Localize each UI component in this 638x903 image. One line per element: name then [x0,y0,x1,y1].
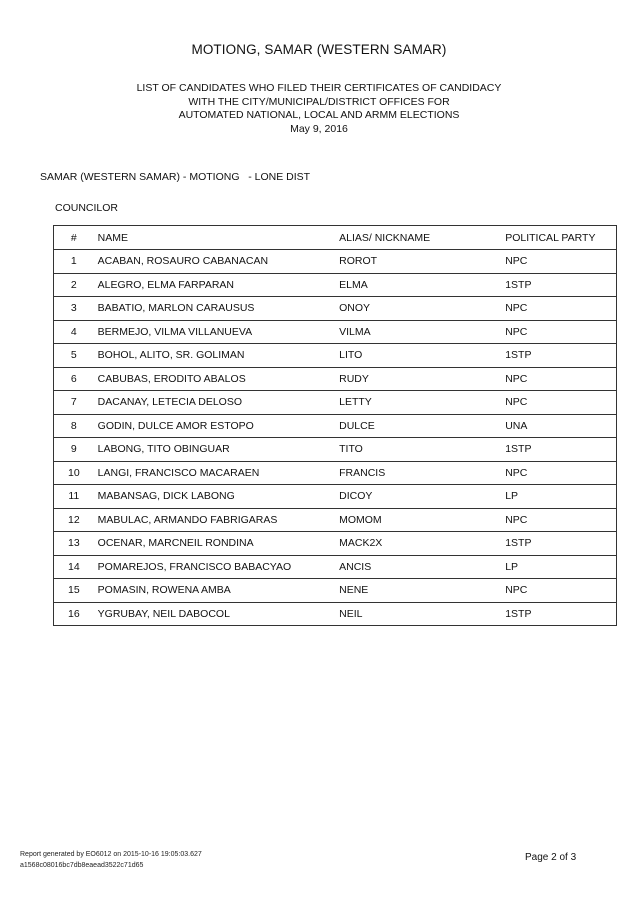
cell-name: POMAREJOS, FRANCISCO BABACYAO [94,555,339,579]
document-subtitle [0,82,638,136]
table-row [54,344,617,368]
cell-alias: LITO [339,344,505,368]
position-label: COUNCILOR [55,202,119,214]
cell-number: 13 [54,532,94,556]
table-row [54,297,617,321]
cell-party: NPC [505,320,616,344]
table-row [54,320,617,344]
cell-alias: MOMOM [339,508,505,532]
table-row [54,438,617,462]
table-row [54,508,617,532]
cell-party: LP [505,485,616,509]
table-row [54,414,617,438]
table-row [54,532,617,556]
cell-name: MABULAC, ARMANDO FABRIGARAS [94,508,339,532]
cell-alias: RUDY [339,367,505,391]
cell-party: 1STP [505,602,616,626]
cell-party: LP [505,555,616,579]
cell-party: 1STP [505,532,616,556]
cell-number: 2 [54,273,94,297]
cell-alias: NENE [339,579,505,603]
table-row [54,391,617,415]
cell-alias: DULCE [339,414,505,438]
table-row [54,485,617,509]
cell-party: 1STP [505,344,616,368]
cell-name: DACANAY, LETECIA DELOSO [94,391,339,415]
cell-number: 3 [54,297,94,321]
cell-alias: DICOY [339,485,505,509]
subtitle-line-3: AUTOMATED NATIONAL, LOCAL AND ARMM ELECTIONS [178,109,460,121]
header-number: # [54,226,94,250]
page-number: Page 2 of 3 [525,852,577,863]
cell-number: 4 [54,320,94,344]
subtitle-line-1: LIST OF CANDIDATES WHO FILED THEIR CERTIFICATES OF CANDIDACY [136,82,502,94]
cell-party: NPC [505,297,616,321]
report-footer [20,850,202,871]
cell-name: YGRUBAY, NEIL DABOCOL [94,602,339,626]
subtitle-line-2: WITH THE CITY/MUNICIPAL/DISTRICT OFFICES FOR [188,95,450,108]
cell-number: 15 [54,579,94,603]
cell-alias: MACK2X [339,532,505,556]
cell-alias: VILMA [339,320,505,344]
table-header-row [54,226,617,250]
table-row [54,579,617,603]
table-row [54,555,617,579]
district-label: SAMAR (WESTERN SAMAR) - MOTIONG - LONE DIST [40,171,311,183]
cell-name: LANGI, FRANCISCO MACARAEN [94,461,339,485]
cell-name: BERMEJO, VILMA VILLANUEVA [94,320,339,344]
cell-name: GODIN, DULCE AMOR ESTOPO [94,414,339,438]
cell-party: 1STP [505,273,616,297]
cell-party: UNA [505,414,616,438]
header-party: POLITICAL PARTY [505,226,616,250]
cell-name: BABATIO, MARLON CARAUSUS [94,297,339,321]
cell-alias: ROROT [339,250,505,274]
cell-number: 1 [54,250,94,274]
cell-name: OCENAR, MARCNEIL RONDINA [94,532,339,556]
table-header [54,226,617,250]
cell-name: ALEGRO, ELMA FARPARAN [94,273,339,297]
report-hash: a1568c08016bc7db8eaead3522c71d65 [20,861,144,869]
cell-party: NPC [505,367,616,391]
cell-name: POMASIN, ROWENA AMBA [94,579,339,603]
cell-party: NPC [505,579,616,603]
cell-name: BOHOL, ALITO, SR. GOLIMAN [94,344,339,368]
cell-party: NPC [505,250,616,274]
cell-number: 5 [54,344,94,368]
cell-alias: ANCIS [339,555,505,579]
cell-number: 6 [54,367,94,391]
cell-alias: LETTY [339,391,505,415]
cell-name: CABUBAS, ERODITO ABALOS [94,367,339,391]
cell-name: ACABAN, ROSAURO CABANACAN [94,250,339,274]
cell-alias: NEIL [339,602,505,626]
cell-alias: TITO [339,438,505,462]
header-alias: ALIAS/ NICKNAME [339,226,505,250]
table-row [54,367,617,391]
cell-alias: ELMA [339,273,505,297]
cell-party: 1STP [505,438,616,462]
cell-party: NPC [505,391,616,415]
table-row [54,250,617,274]
cell-number: 10 [54,461,94,485]
cell-number: 9 [54,438,94,462]
cell-number: 11 [54,485,94,509]
cell-name: MABANSAG, DICK LABONG [94,485,339,509]
table-row [54,461,617,485]
cell-name: LABONG, TITO OBINGUAR [94,438,339,462]
cell-alias: ONOY [339,297,505,321]
cell-number: 7 [54,391,94,415]
cell-number: 8 [54,414,94,438]
election-date: May 9, 2016 [290,122,348,135]
header-name: NAME [94,226,339,250]
candidates-table [53,225,617,626]
cell-party: NPC [505,508,616,532]
cell-number: 14 [54,555,94,579]
table-body [54,250,617,626]
document-title: MOTIONG, SAMAR (WESTERN SAMAR) [191,42,447,57]
report-generated-line: Report generated by EO6012 on 2015-10-16 19:05:03.627 [20,851,202,858]
table-row [54,602,617,626]
cell-party: NPC [505,461,616,485]
cell-number: 12 [54,508,94,532]
cell-alias: FRANCIS [339,461,505,485]
cell-number: 16 [54,602,94,626]
table-row [54,273,617,297]
